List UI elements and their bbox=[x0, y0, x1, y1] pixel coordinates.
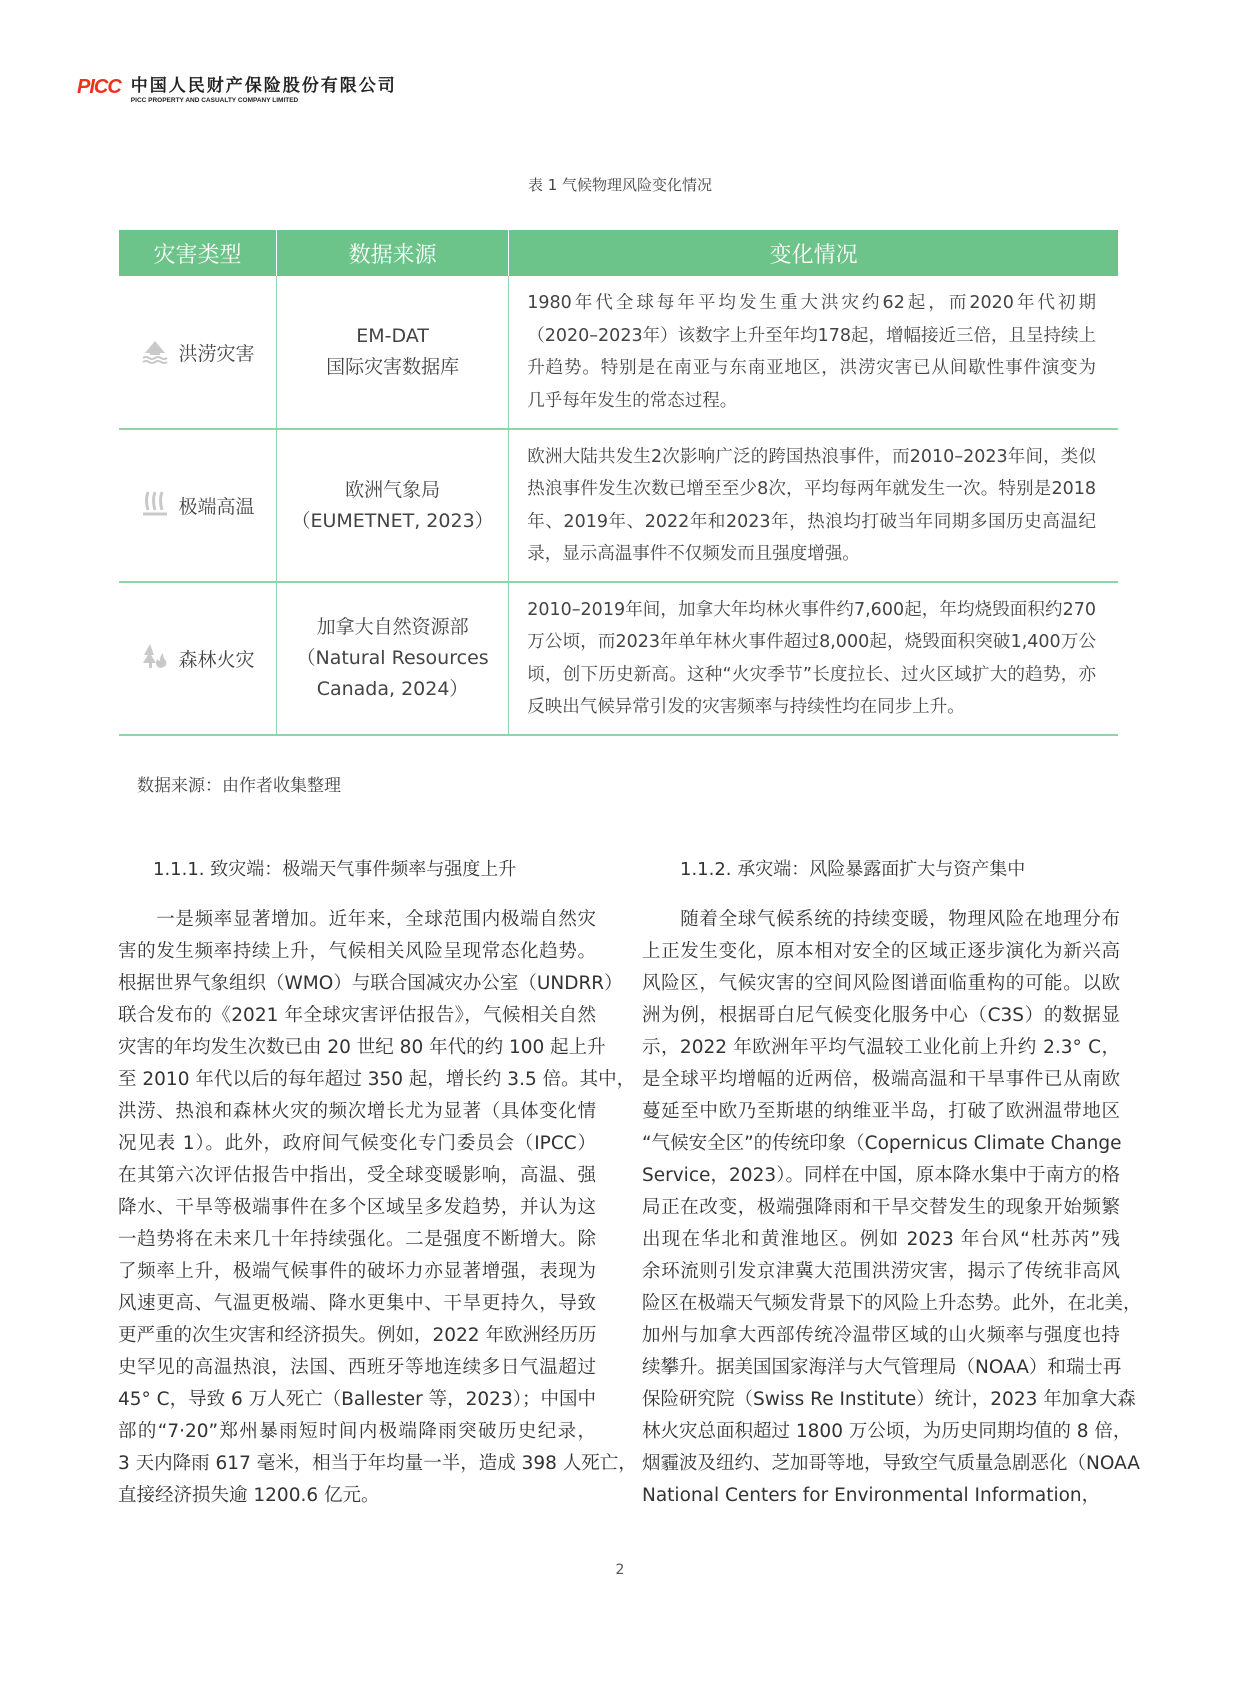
change-line: 反映出气候异常引发的灾害频率与持续性均在同步上升。 bbox=[527, 697, 965, 717]
paragraph-line: Service，2023）。同样在中国，原本降水集中于南方的格 bbox=[642, 1165, 1120, 1186]
cell-source bbox=[276, 276, 508, 429]
source-line: （Natural Resources bbox=[296, 647, 489, 669]
paragraph-line: 灾害的年均发生次数已由 20 世纪 80 年代的约 100 起上升 bbox=[118, 1037, 606, 1058]
table-source-note: 数据来源：由作者收集整理 bbox=[137, 776, 341, 796]
cell-source bbox=[276, 582, 508, 735]
paragraph-line: 风速更高、气温更极端、降水更集中、干旱更持久，导致 bbox=[118, 1293, 596, 1314]
paragraph-line: 烟霾波及纽约、芝加哥等地，导致空气质量急剧恶化（NOAA bbox=[642, 1453, 1140, 1474]
source-line: EM-DAT bbox=[356, 325, 429, 347]
paragraph-line: 更严重的次生灾害和经济损失。例如，2022 年欧洲经历历 bbox=[118, 1325, 597, 1346]
change-line: 顷，创下历史新高。这种“火灾季节”长度拉长、过火区域扩大的趋势，亦 bbox=[527, 664, 1096, 685]
paragraph-line: 出现在华北和黄淮地区。例如 2023 年台风“杜苏芮”残 bbox=[642, 1229, 1120, 1250]
paragraph-line: 3 天内降雨 617 毫米，相当于年均量一半，造成 398 人死亡， bbox=[118, 1453, 637, 1474]
page-number: 2 bbox=[615, 1562, 625, 1578]
table-row bbox=[119, 429, 1118, 582]
source-line: 欧洲气象局 bbox=[345, 478, 441, 501]
paragraph-line: 至 2010 年代以后的每年超过 350 起，增长约 3.5 倍。其中， bbox=[118, 1069, 636, 1090]
cell-type bbox=[119, 582, 276, 735]
heat-icon bbox=[140, 488, 170, 523]
paragraph-line: 联合发布的《2021 年全球灾害评估报告》，气候相关自然 bbox=[118, 1005, 596, 1026]
table-header-row bbox=[119, 230, 1118, 276]
change-line: 年、2019年、2022年和2023年，热浪均打破当年同期多国历史高温纪 bbox=[527, 511, 1096, 532]
paragraph-line: 害的发生频率持续上升，气候相关风险呈现常态化趋势。 bbox=[118, 941, 596, 962]
cell-source bbox=[276, 429, 508, 582]
paragraph-line: 风险区，气候灾害的空间风险图谱面临重构的可能。以欧 bbox=[642, 973, 1120, 994]
change-line: （2020–2023年）该数字上升至年均178起，增幅接近三倍，且呈持续上 bbox=[527, 325, 1096, 346]
cell-change bbox=[509, 582, 1118, 735]
section-heading-1-1-1: 1.1.1. 致灾端：极端天气事件频率与强度上升 bbox=[153, 859, 517, 880]
table-row bbox=[119, 276, 1118, 429]
paragraph-line: 林火灾总面积超过 1800 万公顷，为历史同期均值的 8 倍， bbox=[642, 1421, 1132, 1442]
table-row bbox=[119, 582, 1118, 735]
right-column-paragraph bbox=[642, 904, 1142, 1512]
change-line: 几乎每年发生的常态过程。 bbox=[527, 390, 738, 411]
paragraph-line: 保险研究院（Swiss Re Institute）统计，2023 年加拿大森 bbox=[642, 1389, 1136, 1410]
source-line: （EUMETNET, 2023） bbox=[291, 509, 494, 532]
paragraph-line: 一趋势将在未来几十年持续强化。二是强度不断增大。除 bbox=[118, 1229, 596, 1250]
source-line: 国际灾害数据库 bbox=[326, 356, 460, 378]
change-line: 升趋势。特别是在南亚与东南亚地区，洪涝灾害已从间歇性事件演变为 bbox=[527, 358, 1096, 378]
paragraph-line: 险区在极端天气频发背景下的风险上升态势。此外，在北美， bbox=[642, 1293, 1142, 1314]
change-line: 欧洲大陆共发生2次影响广泛的跨国热浪事件，而2010–2023年间，类似 bbox=[527, 446, 1096, 467]
change-line: 2010–2019年间，加拿大年均林火事件约7,600起，年均烧毁面积约270 bbox=[527, 599, 1096, 620]
paragraph-line: 况见表 1）。此外，政府间气候变化专门委员会（IPCC） bbox=[118, 1133, 596, 1154]
paragraph-line: 一是频率显著增加。近年来，全球范围内极端自然灾 bbox=[118, 909, 596, 930]
paragraph-line: 洪涝、热浪和森林火灾的频次增长尤为显著（具体变化情 bbox=[118, 1101, 596, 1122]
header-change: 变化情况 bbox=[509, 230, 1118, 276]
hazard-type-label: 洪涝灾害 bbox=[178, 342, 255, 365]
company-name-en: PICC PROPERTY AND CASUALTY COMPANY LIMITED bbox=[130, 97, 299, 104]
climate-risk-table bbox=[119, 230, 1118, 736]
paragraph-line: 在其第六次评估报告中指出，受全球变暖影响，高温、强 bbox=[118, 1165, 596, 1186]
paragraph-line: 部的“7·20”郑州暴雨短时间内极端降雨突破历史纪录， bbox=[118, 1421, 596, 1442]
paragraph-line: 了频率上升，极端气候事件的破坏力亦显著增强，表现为 bbox=[118, 1261, 596, 1282]
paragraph-line: 史罕见的高温热浪，法国、西班牙等地连续多日气温超过 bbox=[118, 1357, 596, 1378]
company-logo bbox=[77, 76, 397, 104]
change-line: 录，显示高温事件不仅频发而且强度增强。 bbox=[527, 544, 860, 564]
paragraph-line: 根据世界气象组织（WMO）与联合国减灾办公室（UNDRR） bbox=[118, 973, 623, 994]
cell-type bbox=[119, 429, 276, 582]
company-name-cn: 中国人民财产保险股份有限公司 bbox=[130, 76, 397, 96]
paragraph-line: 局正在改变，极端强降雨和干旱交替发生的现象开始频繁 bbox=[642, 1197, 1120, 1218]
section-heading-1-1-2: 1.1.2. 承灾端：风险暴露面扩大与资产集中 bbox=[680, 859, 1026, 880]
source-line: Canada, 2024） bbox=[316, 678, 469, 700]
header-type: 灾害类型 bbox=[119, 230, 276, 276]
header-source: 数据来源 bbox=[276, 230, 508, 276]
paragraph-line: 45° C，导致 6 万人死亡（Ballester 等，2023）；中国中 bbox=[118, 1389, 596, 1410]
flood-icon bbox=[140, 335, 170, 370]
hazard-type-label: 森林火灾 bbox=[178, 649, 255, 671]
wildfire-icon bbox=[140, 641, 170, 676]
change-line: 万公顷，而2023年单年林火事件超过8,000起，烧毁面积突破1,400万公 bbox=[527, 632, 1096, 652]
paragraph-line: 随着全球气候系统的持续变暖，物理风险在地理分布 bbox=[642, 909, 1120, 930]
paragraph-line: 示，2022 年欧洲年平均气温较工业化前上升约 2.3° C， bbox=[642, 1037, 1120, 1058]
paragraph-line: 余环流则引发京津冀大范围洪涝灾害，揭示了传统非高风 bbox=[642, 1261, 1120, 1282]
paragraph-line: 上正发生变化，原本相对安全的区域正逐步演化为新兴高 bbox=[642, 941, 1120, 962]
paragraph-line: 直接经济损失逾 1200.6 亿元。 bbox=[118, 1485, 380, 1506]
left-column-paragraph bbox=[118, 904, 637, 1512]
table-caption: 表 1 气候物理风险变化情况 bbox=[527, 176, 713, 194]
paragraph-line: “气候安全区”的传统印象（Copernicus Climate Change bbox=[642, 1133, 1122, 1154]
hazard-type-label: 极端高温 bbox=[178, 496, 255, 518]
paragraph-line: 蔓延至中欧乃至斯堪的纳维亚半岛，打破了欧洲温带地区 bbox=[642, 1101, 1120, 1122]
picc-logo-mark: PICC bbox=[77, 76, 121, 98]
cell-change bbox=[509, 276, 1118, 429]
change-line: 热浪事件发生次数已增至至少8次，平均每两年就发生一次。特别是2018 bbox=[527, 479, 1096, 499]
paragraph-line: 加州与加拿大西部传统冷温带区域的山火频率与强度也持 bbox=[642, 1325, 1120, 1346]
paragraph-line: 续攀升。据美国国家海洋与大气管理局（NOAA）和瑞士再 bbox=[642, 1357, 1122, 1378]
paragraph-line: 是全球平均增幅的近两倍，极端高温和干旱事件已从南欧 bbox=[642, 1069, 1120, 1090]
paragraph-line: National Centers for Environmental Information， bbox=[642, 1485, 1101, 1506]
paragraph-line: 降水、干旱等极端事件在多个区域呈多发趋势，并认为这 bbox=[118, 1197, 596, 1218]
source-line: 加拿大自然资源部 bbox=[316, 616, 469, 638]
change-line: 1980年代全球每年平均发生重大洪灾约62起，而2020年代初期 bbox=[527, 293, 1096, 313]
paragraph-line: 洲为例，根据哥白尼气候变化服务中心（C3S）的数据显 bbox=[642, 1005, 1120, 1026]
cell-type bbox=[119, 276, 276, 429]
cell-change bbox=[509, 429, 1118, 582]
